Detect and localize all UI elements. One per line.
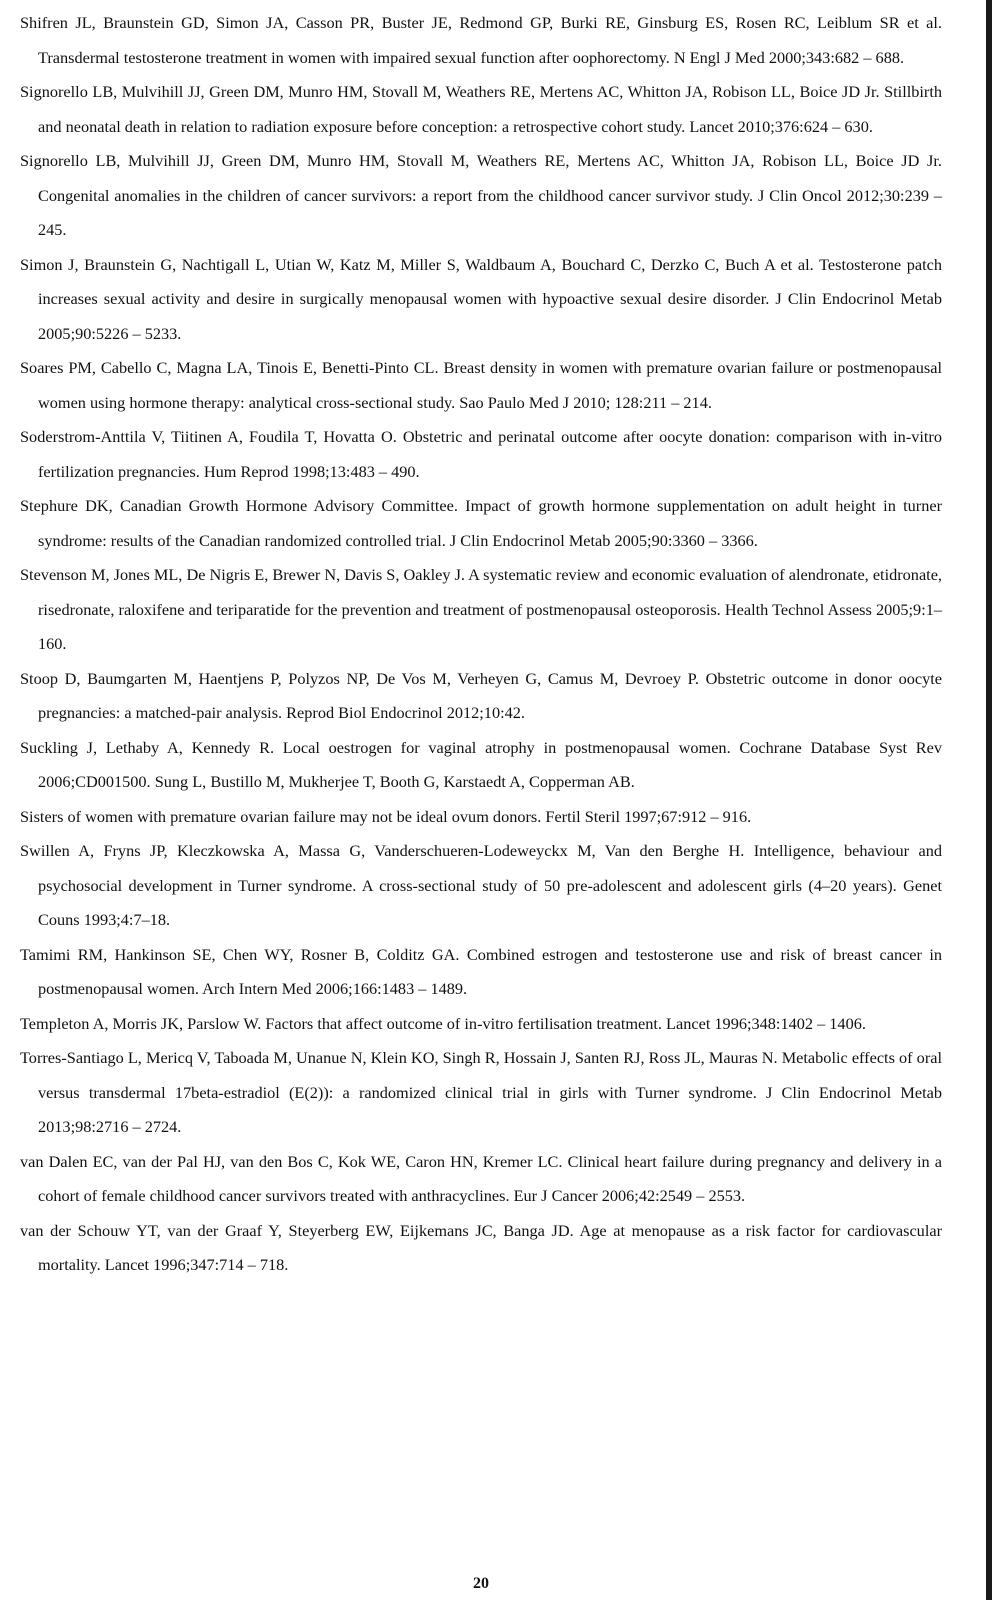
reference-item: Stephure DK, Canadian Growth Hormone Advisory Committee. Impact of growth hormone supplementation on adult height in turner syndrome: results of the Canadian randomized controlled trial. J Clin Endocrinol Metab 2005;90:3360 – 3366. (20, 496, 942, 550)
reference-item: Soares PM, Cabello C, Magna LA, Tinois E, Benetti-Pinto CL. Breast density in women with premature ovarian failure or postmenopausal women using hormone therapy: analytical cross-sectional study. Sao Paulo Med J 2010; 128:211 – 214. (20, 358, 942, 412)
reference-item: Signorello LB, Mulvihill JJ, Green DM, Munro HM, Stovall M, Weathers RE, Mertens AC, Whitton JA, Robison LL, Boice JD Jr. Congenital anomalies in the children of cancer survivors: a report from the childhood cancer survivor study. J Clin Oncol 2012;30:239 – 245. (20, 151, 942, 239)
reference-item: Sisters of women with premature ovarian failure may not be ideal ovum donors. Fertil Steril 1997;67:912 – 916. (20, 806, 752, 826)
reference-item: Torres-Santiago L, Mericq V, Taboada M, Unanue N, Klein KO, Singh R, Hossain J, Santen RJ, Ross JL, Mauras N. Metabolic effects of oral versus transdermal 17beta-estradiol (E(2)): a randomized clinical trial in girls with Turner syndrome. J Clin Endocrinol Metab 2013;98:2716 – 2724. (20, 1048, 942, 1136)
reference-item: Simon J, Braunstein G, Nachtigall L, Utian W, Katz M, Miller S, Waldbaum A, Bouchard C, Derzko C, Buch A et al. Testosterone patch increases sexual activity and desire in surgically menopausal women with hypoactive sexual desire disorder. J Clin Endocrinol Metab 2005;90:5226 – 5233. (20, 254, 942, 343)
reference-item: van Dalen EC, van der Pal HJ, van den Bos C, Kok WE, Caron HN, Kremer LC. Clinical heart failure during pregnancy and delivery in a cohort of female childhood cancer survivors treated with anthracyclines. Eur J Cancer 2006;42:2549 – 2553. (20, 1151, 942, 1205)
reference-item: Swillen A, Fryns JP, Kleczkowska A, Massa G, Vanderschueren-Lodeweyckx M, Van den Berghe H. Intelligence, behaviour and psychosocial development in Turner syndrome. A cross-sectional study of 50 pre-adolescent and adolescent girls (4–20 years). Genet Couns 1993;4:7–18. (20, 841, 942, 929)
reference-item: Tamimi RM, Hankinson SE, Chen WY, Rosner B, Colditz GA. Combined estrogen and testosterone use and risk of breast cancer in postmenopausal women. Arch Intern Med 2006;166:1483 – 1489. (20, 944, 942, 998)
reference-item: Signorello LB, Mulvihill JJ, Green DM, Munro HM, Stovall M, Weathers RE, Mertens AC, Whitton JA, Robison LL, Boice JD Jr. Stillbirth and neonatal death in relation to radiation exposure before conception: a retrospective cohort study. Lancet 2010;376:624 – 630. (20, 82, 942, 136)
page-number: 20 (473, 1575, 489, 1592)
reference-item: Shifren JL, Braunstein GD, Simon JA, Casson PR, Buster JE, Redmond GP, Burki RE, Ginsburg ES, Rosen RC, Leiblum SR et al. Transdermal testosterone treatment in women with impaired sexual function after oophorectomy. N Engl J Med 2000;343:682 – 688. (20, 13, 942, 67)
reference-list (20, 6, 942, 1283)
page-edge (986, 0, 992, 1600)
reference-item: Stevenson M, Jones ML, De Nigris E, Brewer N, Davis S, Oakley J. A systematic review and economic evaluation of alendronate, etidronate, risedronate, raloxifene and teriparatide for the prevention and treatment of postmenopausal osteoporosis. Health Technol Assess 2005;9:1–160. (20, 565, 942, 653)
reference-item: Suckling J, Lethaby A, Kennedy R. Local oestrogen for vaginal atrophy in postmenopausal women. Cochrane Database Syst Rev 2006;CD001500. Sung L, Bustillo M, Mukherjee T, Booth G, Karstaedt A, Copperman AB. (20, 737, 942, 791)
reference-item: Soderstrom-Anttila V, Tiitinen A, Foudila T, Hovatta O. Obstetric and perinatal outcome after oocyte donation: comparison with in-vitro fertilization pregnancies. Hum Reprod 1998;13:483 – 490. (20, 427, 942, 481)
reference-item: van der Schouw YT, van der Graaf Y, Steyerberg EW, Eijkemans JC, Banga JD. Age at menopause as a risk factor for cardiovascular mortality. Lancet 1996;347:714 – 718. (20, 1220, 942, 1274)
reference-item: Stoop D, Baumgarten M, Haentjens P, Polyzos NP, De Vos M, Verheyen G, Camus M, Devroey P. Obstetric outcome in donor oocyte pregnancies: a matched-pair analysis. Reprod Biol Endocrinol 2012;10:42. (20, 668, 942, 722)
reference-item: Templeton A, Morris JK, Parslow W. Factors that affect outcome of in-vitro fertilisation treatment. Lancet 1996;348:1402 – 1406. (20, 1013, 866, 1033)
